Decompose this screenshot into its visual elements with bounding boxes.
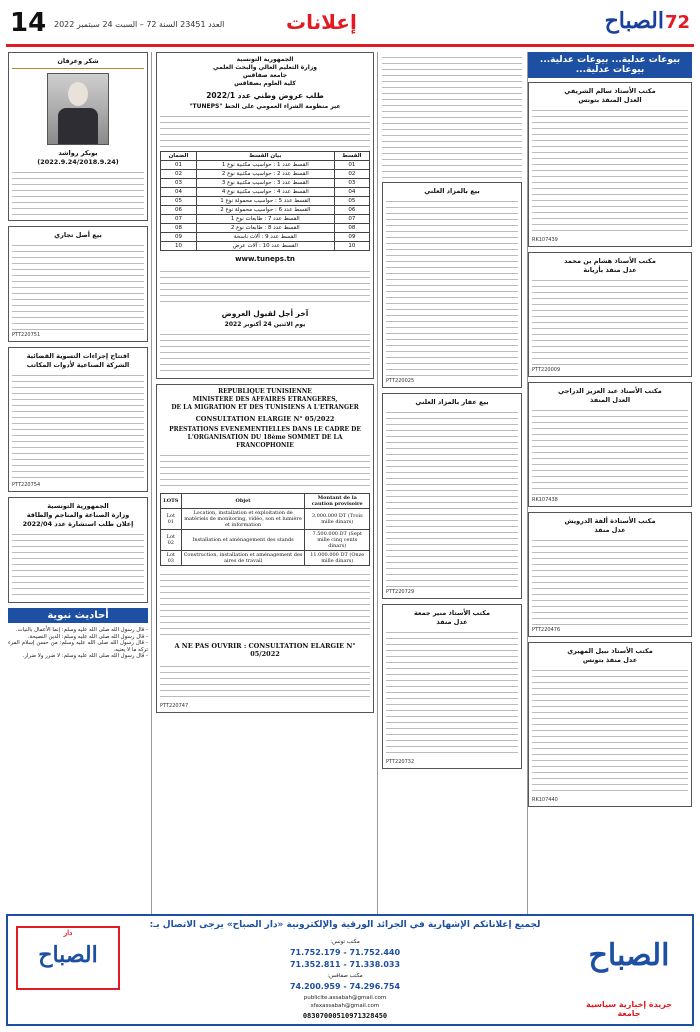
table-row (161, 242, 370, 251)
table-row (161, 179, 370, 188)
tender-header: الجمهورية التونسية (236, 56, 294, 63)
ministry-sub: وزارة الصناعة والمناجم والطاقة (26, 511, 130, 519)
tuneps-site[interactable]: www.tuneps.tn (235, 255, 295, 263)
table-cell: القسط عدد 3 : حواسيب مكتبية نوع 3 (196, 179, 334, 188)
table-cell: القسط عدد 4 : حواسيب مكتبية نوع 4 (196, 188, 334, 197)
page-header (6, 6, 694, 44)
obit-name: بوبكر رواشد (58, 149, 98, 157)
tender-subtitle: PRESTATIONS EVENEMENTIELLES DANS LE CADRE DE L'ORGANISATION DU 18ème SOMMET DE LA FRANCOPHONIE (169, 426, 361, 449)
notice-box (8, 347, 148, 492)
notice-box (528, 252, 692, 377)
table-cell: القسط عدد 8 : طابعات نوع 2 (196, 224, 334, 233)
office-label: مكتب صفاقس: (327, 973, 363, 979)
section-title: إعلانات (286, 10, 357, 34)
email-sfax[interactable]: sfaxassabah@gmail.com (310, 1003, 380, 1009)
footer-logo-sub: جريدة إخبارية سياسية جامعة (585, 1000, 673, 1018)
hadith-line: - قال رسول الله صلى الله عليه وسلم: لا ضرر ولا ضرار. (22, 653, 148, 660)
closing-line: A NE PAS OUVRIR : CONSULTATION ELARGIE N° 05/2022 (174, 642, 356, 658)
table-row (161, 197, 370, 206)
issue-line: العدد 23451 السنة 72 – السبت 24 سبتمبر 2022 (54, 20, 225, 29)
notice-text-block (12, 370, 144, 480)
notice-title: بيع أصل تجاري (54, 231, 102, 239)
notice-title: مكتب الأستاذ عبد العزيز الدراجي (558, 387, 662, 395)
notice-sub: عدل منفذ (594, 526, 626, 534)
table-cell: 01 (334, 161, 369, 170)
notice-text-block (532, 275, 688, 365)
misc-column (8, 52, 148, 914)
footer-logo-left (16, 926, 120, 990)
hadith-line: - قال رسول الله صلى الله عليه وسلم: من حسن إسلام المرء تركه ما لا يعنيه. (8, 640, 148, 653)
table-cell: 01 (161, 161, 197, 170)
table-header: بيان القسط (196, 152, 334, 161)
tender-header: كلية العلوم بصفاقس (234, 80, 296, 87)
obit-text-block (12, 167, 144, 217)
table-header: الضمان (161, 152, 197, 161)
notice-ref: PTT220754 (12, 482, 41, 488)
notice-sub: الشركة الصناعية لأدوات المكاتب (26, 361, 130, 369)
notice-ref: PTT220009 (532, 367, 561, 373)
notice-text-block (386, 407, 518, 587)
deadline-title: آخر أجل لقبول العروض (221, 309, 309, 318)
notice-box (382, 393, 522, 599)
judicial-sales-column (528, 52, 692, 914)
notice-ref: RK107439 (532, 237, 558, 243)
notice-sub: عدل منفذ بتونس (582, 656, 638, 664)
notice-text-block (12, 240, 144, 330)
notice-ref: PTT220476 (532, 627, 561, 633)
arabic-tender (156, 52, 374, 379)
table-cell: Lot 02 (161, 530, 182, 551)
table-cell: 11.000.000 DT (Onze mille dinars) (305, 551, 370, 566)
table-cell: القسط عدد 1 : حواسيب مكتبية نوع 1 (196, 161, 334, 170)
table-row (161, 509, 370, 530)
hadith-line: - قال رسول الله صلى الله عليه وسلم: إنما الأعمال بالنيات. (15, 627, 148, 633)
tender-text-block (160, 266, 370, 306)
table-cell: 7.500.000 DT (Sept mille cinq cents dinars) (305, 530, 370, 551)
notice-sub: العدل المنفذ بتونس (578, 96, 642, 104)
deadline-date: يوم الاثنين 24 أكتوبر 2022 (224, 321, 306, 328)
table-cell: 07 (334, 215, 369, 224)
auction-column (382, 52, 522, 914)
tender-header: وزارة التعليم العالي والبحث العلمي (212, 64, 317, 71)
table-header: Montant de la caution provisoire (305, 494, 370, 509)
notice-text-block (532, 405, 688, 495)
table-cell: Lot 03 (161, 551, 182, 566)
tender-text-block (160, 661, 370, 701)
table-cell: 06 (161, 206, 197, 215)
table-cell: 04 (334, 188, 369, 197)
table-cell: 06 (334, 206, 369, 215)
notice-title: افتتاح إجراءات التسوية القضائية (26, 352, 130, 360)
email[interactable]: publicite.assabah@gmail.com (303, 995, 387, 1001)
obituary-box (8, 52, 148, 221)
table-cell: 10 (161, 242, 197, 251)
notice-sub: عدل منفذ بأريانة (583, 266, 637, 274)
notice-ref: RK107440 (532, 797, 558, 803)
portrait-photo (47, 73, 109, 145)
notice-title: مكتب الأستاذ منير جمعة (413, 609, 491, 617)
tender-text-block (160, 569, 370, 639)
table-row (161, 206, 370, 215)
table-header: LOTS (161, 494, 182, 509)
judicial-sales-banner: بيوعات عدلية... بيوعات عدلية... بيوعات عدلية... (528, 52, 692, 78)
notice-text-block (532, 105, 688, 235)
notice-box (382, 604, 522, 769)
table-row (161, 551, 370, 566)
notice-title: بيع عقار بالمزاد العلني (415, 398, 489, 406)
table-cell: القسط عدد 9 : آلات ناسخة (196, 233, 334, 242)
tender-title: طلب عروض وطني عدد 2022/1 (206, 91, 324, 100)
notice-box (382, 182, 522, 388)
french-tender (156, 384, 374, 713)
tenders-column (156, 52, 374, 914)
notice-box (528, 512, 692, 637)
table-cell: 05 (161, 197, 197, 206)
table-header: Objet (181, 494, 305, 509)
phones-other: 71.352.811 - 71.338.033 (289, 960, 401, 969)
table-cell: Lot 01 (161, 509, 182, 530)
bank-account: 08307000510971328450 (302, 1012, 388, 1020)
logo-text: الصباح (38, 942, 98, 968)
notice-ref: PTT220747 (160, 703, 189, 709)
notice-text-block (532, 665, 688, 795)
tender-header: MINISTERE DES AFFAIRES ETRANGERES, (192, 396, 338, 403)
table-cell: Construction, installation et aménagement des aires de travail (181, 551, 305, 566)
table-row (161, 188, 370, 197)
table-cell: 02 (334, 170, 369, 179)
table-cell: القسط عدد 5 : حواسيب محمولة نوع 1 (196, 197, 334, 206)
logo-sub: دار (63, 928, 73, 937)
table-row (161, 233, 370, 242)
ministry-title: الجمهورية التونسية (47, 502, 109, 510)
divider (12, 68, 144, 69)
notice-box (528, 382, 692, 507)
tender-title: CONSULTATION ELARGIE N° 05/2022 (195, 415, 335, 423)
table-cell: 02 (161, 170, 197, 179)
notice-text-block (386, 196, 518, 376)
notice-title: مكتب الأستاذ هشام بن محمد (564, 257, 656, 265)
notice-ref: PTT220025 (386, 378, 415, 384)
tender-subtitle: عبر منظومة الشراء العمومي على الخط "TUNEPS" (189, 103, 341, 110)
lots-table (160, 151, 370, 251)
table-row (161, 170, 370, 179)
footer-title: لجميع إعلاناتكم الإشهارية في الجرائد الورقية والإلكترونية «دار الصباح» يرجى الاتصال بـ: (149, 920, 541, 930)
table-cell: 08 (334, 224, 369, 233)
obit-dates: (2022.9.24/2018.9.24) (37, 158, 119, 166)
tender-header: DE LA MIGRATION ET DES TUNISIENS A L'ETRANGER (171, 404, 359, 411)
table-cell: 03 (161, 179, 197, 188)
notice-title: مكتب الأستاذ سالم الشريفي (564, 87, 656, 95)
notice-box (528, 82, 692, 247)
table-cell: القسط عدد 2 : حواسيب مكتبية نوع 2 (196, 170, 334, 179)
table-cell: 04 (161, 188, 197, 197)
table-row (161, 215, 370, 224)
page-number: 14 (10, 8, 47, 38)
table-cell: Installation et aménagement des stands (181, 530, 305, 551)
table-cell: القسط عدد 7 : طابعات نوع 1 (196, 215, 334, 224)
phones-tunis: 71.752.179 - 71.752.440 (289, 948, 401, 957)
table-cell: 08 (161, 224, 197, 233)
notice-title: بيع بالمزاد العلني (424, 187, 480, 195)
notice-text-block (12, 529, 144, 599)
table-cell: 10 (334, 242, 369, 251)
table-cell: القسط عدد 6 : حواسيب محمولة نوع 2 (196, 206, 334, 215)
table-header: القسط (334, 152, 369, 161)
header-rule (6, 44, 694, 47)
table-cell: القسط عدد 10 : آلات عرض (196, 242, 334, 251)
notice-ref: PTT220751 (12, 332, 41, 338)
table-cell: 03 (334, 179, 369, 188)
table-cell: 07 (161, 215, 197, 224)
notice-sub: عدل منفذ (436, 618, 468, 626)
table-row (161, 161, 370, 170)
notice-title: مكتب الأستاذ نبيل المهيري (567, 647, 653, 655)
call-title: إعلان طلب استشارة عدد 2022/04 (22, 520, 134, 528)
table-cell: 09 (334, 233, 369, 242)
notice-box (528, 642, 692, 807)
notice-ref: PTT220729 (386, 589, 415, 595)
table-row (161, 224, 370, 233)
obit-title: شكر وعرفان (57, 57, 99, 65)
tender-text-block (160, 450, 370, 490)
hadith-line: - قال رسول الله صلى الله عليه وسلم: الدين النصيحة. (27, 633, 148, 640)
table-cell: 05 (334, 197, 369, 206)
tender-text-block (160, 111, 370, 147)
table-cell: 3.000.000 DT (Trois mille dinars) (305, 509, 370, 530)
notice-ref: PTT220732 (386, 759, 415, 765)
hadith-title: أحاديث نبوية (8, 608, 148, 623)
tender-text-block (160, 329, 370, 375)
table-row (161, 530, 370, 551)
column-divider (151, 52, 152, 914)
lots-table (160, 493, 370, 566)
notice-box (8, 497, 148, 603)
phones-sfax: 74.200.959 - 74.296.754 (289, 982, 401, 991)
table-cell: Location, installation et exploitation de matériels de monitoring, vidéo, son et lumière et information (181, 509, 305, 530)
column-divider (377, 52, 378, 914)
notice-ref: RK107438 (532, 497, 558, 503)
newspaper-logo: الصباح (604, 8, 664, 34)
notice-box (8, 226, 148, 342)
logo-number: 72 (664, 12, 690, 33)
notice-sub: العدل المنفذ (589, 396, 631, 404)
tender-header: جامعة صفاقس (242, 72, 288, 79)
notice-text-block (386, 627, 518, 757)
notice-text-block (382, 52, 522, 182)
table-cell: 09 (161, 233, 197, 242)
footer-logo-right: الصباح (588, 938, 670, 973)
notice-title: مكتب الأستاذة ألفة الدرويش (564, 517, 656, 525)
tender-header: REPUBLIQUE TUNISIENNE (218, 388, 312, 395)
notice-text-block (532, 535, 688, 625)
footer-advert (6, 914, 694, 1026)
office-label: مكتب تونس: (330, 939, 360, 945)
